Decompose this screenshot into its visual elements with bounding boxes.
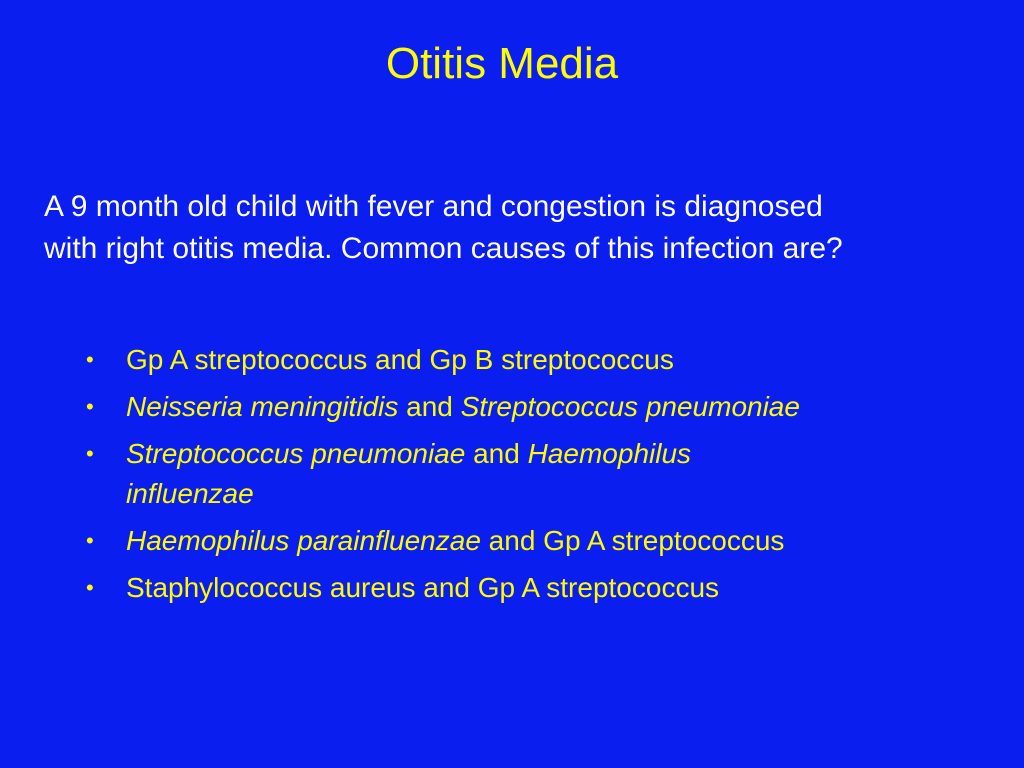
- option-text-segment: and: [398, 391, 461, 422]
- question-line-2: with right otitis media. Common causes of this infection are?: [44, 232, 843, 265]
- option-line-continued: [126, 474, 966, 514]
- option-line: [126, 340, 966, 380]
- option-text-segment: influenzae: [126, 478, 254, 509]
- option-line: [126, 568, 966, 608]
- answer-option-3: [86, 434, 966, 514]
- answer-option-1: [86, 340, 966, 380]
- option-text-segment: Streptococcus pneumoniae: [460, 391, 800, 422]
- option-line: [126, 521, 966, 561]
- option-text-segment: Streptococcus pneumoniae: [126, 438, 466, 469]
- slide-title: Otitis Media: [385, 39, 619, 88]
- bullet-icon: •: [86, 575, 94, 600]
- question-text: [44, 186, 1004, 270]
- option-text-segment: Haemophilus parainfluenzae: [126, 525, 481, 556]
- option-text-segment: and: [465, 438, 528, 469]
- option-text-segment: Staphylococcus aureus and Gp A streptococcus: [126, 572, 720, 603]
- bullet-icon: •: [86, 528, 94, 553]
- question-line-1: A 9 month old child with fever and congestion is diagnosed: [44, 190, 823, 223]
- bullet-icon: •: [86, 394, 94, 419]
- answer-options-list: [86, 340, 966, 615]
- option-text-segment: Gp A streptococcus and Gp B streptococcus: [126, 344, 674, 375]
- option-line: [126, 434, 966, 474]
- answer-option-5: [86, 568, 966, 608]
- bullet-icon: •: [86, 347, 94, 372]
- option-line: [126, 387, 966, 427]
- option-text-segment: Neisseria meningitidis: [126, 391, 399, 422]
- answer-option-2: [86, 387, 966, 427]
- option-text-segment: Haemophilus: [527, 438, 692, 469]
- option-text-segment: and Gp A streptococcus: [480, 525, 785, 556]
- bullet-icon: •: [86, 441, 94, 466]
- answer-option-4: [86, 521, 966, 561]
